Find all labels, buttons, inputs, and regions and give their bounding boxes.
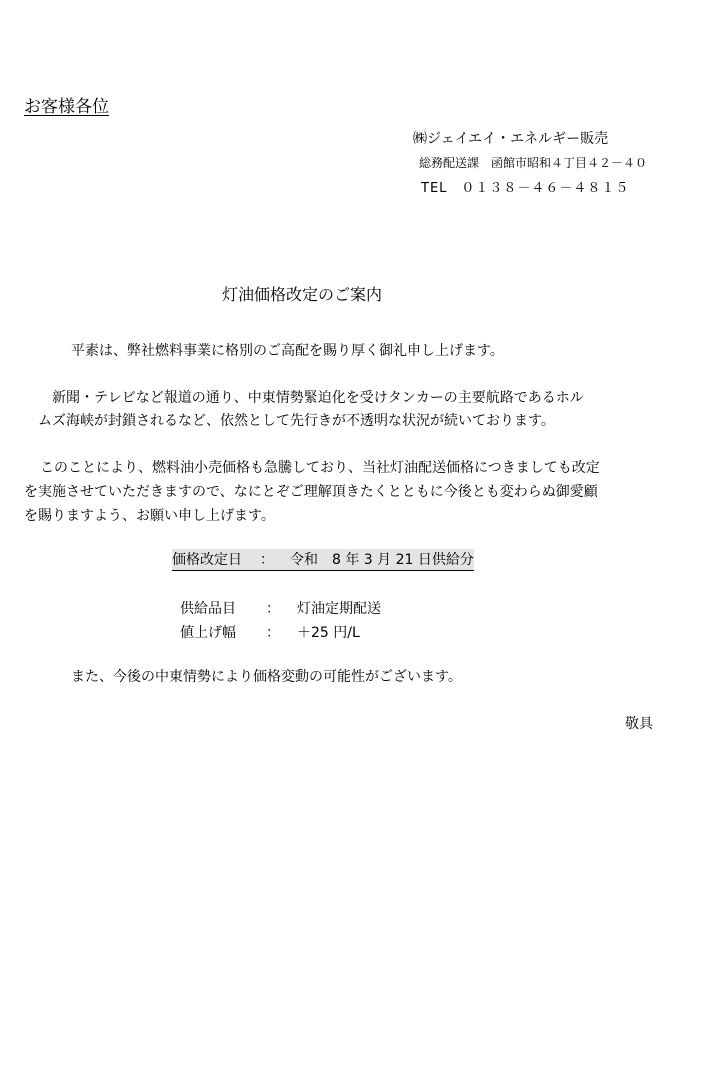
item-colon-increase: ： [266, 625, 280, 641]
item-value-product: 灯油定期配送 [297, 601, 381, 617]
paragraph-notice: また、今後の中東情勢により価格変動の可能性がございます。 [71, 669, 462, 685]
sender-tel: TEL ０１３８－４６－４８１５ [421, 181, 630, 196]
paragraph-request-line3: を賜りますよう、お願い申し上げます。 [24, 508, 275, 524]
paragraph-situation-line2: ムズ海峡が封鎖されるなど、依然として先行きが不透明な状況が続いております。 [38, 413, 555, 429]
closing-word: 敬具 [625, 716, 653, 732]
recipient-heading: お客様各位 [24, 97, 109, 117]
item-colon-product: ： [266, 601, 280, 617]
item-value-increase: ＋25 円/L [297, 625, 360, 641]
document-title: 灯油価格改定のご案内 [222, 285, 383, 304]
revision-date-label: 価格改定日 [172, 552, 242, 568]
paragraph-request-line1: このことにより、燃料油小売価格も急騰しており、当社灯油配送価格につきましても改定 [40, 460, 600, 476]
sender-company: ㈱ジェイエイ・エネルギー販売 [413, 131, 609, 147]
paragraph-request-line2: を実施させていただきますので、なにとぞご理解頂きたくとともに今後とも変わらぬ御愛顧 [24, 484, 598, 500]
sender-address: 総務配送課 函館市昭和４丁目４２－４０ [419, 156, 648, 170]
paragraph-situation-line1: 新聞・テレビなど報道の通り、中東情勢緊迫化を受けタンカーの主要航路であるホル [52, 390, 584, 406]
item-label-increase: 値上げ幅 [180, 625, 236, 641]
revision-date-line [172, 549, 474, 571]
revision-date-value: 令和 8 年 3 月 21 日供給分 [290, 552, 474, 568]
paragraph-greeting: 平素は、弊社燃料事業に格別のご高配を賜り厚く御礼申し上げます。 [71, 343, 504, 359]
revision-date-colon: ： [260, 552, 274, 568]
item-label-product: 供給品目 [180, 601, 236, 617]
